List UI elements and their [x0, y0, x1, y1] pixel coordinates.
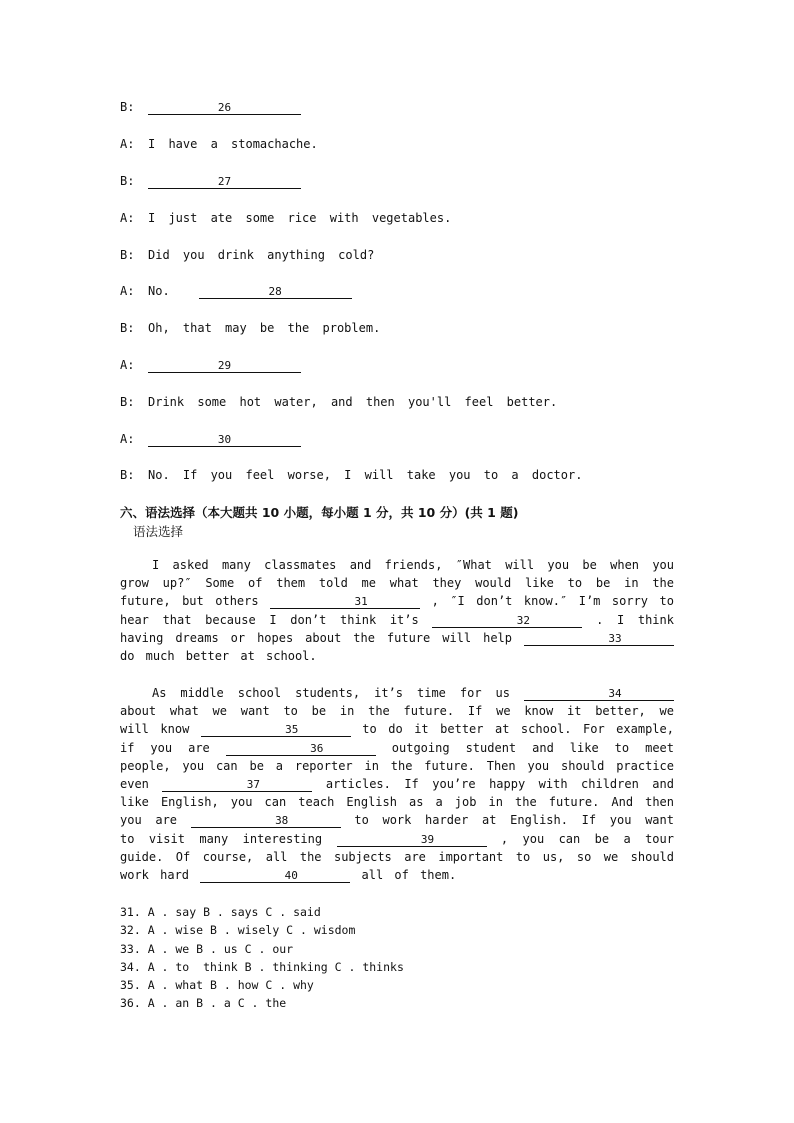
dialogue-text: I have a stomachache. [148, 137, 318, 151]
answer-blank[interactable]: 28 [199, 286, 352, 299]
answer-blank[interactable]: 33 [524, 633, 674, 646]
dialogue-line [120, 174, 301, 189]
dialogue-line [120, 432, 301, 447]
dialogue-line [120, 395, 557, 409]
answer-blank[interactable]: 32 [432, 615, 582, 628]
answer-blank[interactable]: 29 [148, 360, 301, 373]
answer-blank[interactable]: 30 [148, 434, 301, 447]
option-line: 36. A . an B . a C . the [120, 996, 287, 1010]
passage-text: articles. If you’re happy with children and like English, you can teach English as a job in the future. And then you are [120, 777, 674, 828]
dialogue-line [120, 137, 318, 151]
dialogue-text: No. [148, 284, 170, 298]
passage-text: As middle school students, it’s time for us [152, 686, 510, 700]
speaker-label: A: [120, 211, 135, 225]
passage-paragraph [120, 684, 674, 884]
passage-text: about what we want to be in the future. If we know it better, we will know [120, 704, 674, 737]
dialogue-text: Did you drink anything cold? [148, 248, 375, 262]
dialogue-line [120, 321, 380, 335]
answer-blank[interactable]: 27 [148, 176, 301, 189]
dialogue-line [120, 248, 374, 262]
answer-blank[interactable]: 38 [191, 815, 341, 828]
answer-blank[interactable]: 40 [200, 870, 350, 883]
dialogue-text: I just ate some rice with vegetables. [148, 211, 452, 225]
dialogue-line [120, 284, 352, 299]
answer-blank[interactable]: 34 [524, 688, 674, 701]
passage-text: , ″I don’t know.″ I’m sorry to hear that because I don’t think it’s [120, 594, 674, 627]
passage-text: do much better at school. [120, 649, 317, 664]
passage-text: , you can be a tour guide. Of course, all the subjects are important to us, so we should work hard [120, 831, 674, 883]
answer-blank[interactable]: 36 [226, 743, 376, 756]
speaker-label: A: [120, 358, 135, 372]
option-line: 34. A . to think B . thinking C . thinks [120, 960, 404, 974]
passage-text: outgoing student and like to meet people, you can be a reporter in the future. Then you should practice even [120, 740, 675, 792]
dialogue-line [120, 468, 582, 482]
dialogue-line [120, 358, 301, 373]
speaker-label: A: [120, 284, 135, 298]
speaker-label: B: [120, 395, 135, 409]
dialogue-text: Oh, that may be the problem. [148, 321, 381, 335]
passage-text: all of them. [361, 868, 457, 883]
answer-blank[interactable]: 39 [337, 834, 487, 847]
answer-blank[interactable]: 37 [162, 779, 312, 792]
dialogue-text: No. If you feel worse, I will take you to a doctor. [148, 468, 583, 482]
speaker-label: B: [120, 248, 135, 262]
section-title: 六、语法选择（本大题共 10 小题，每小题 1 分，共 10 分）(共 1 题) [120, 505, 519, 520]
speaker-label: B: [120, 468, 135, 482]
option-line: 31. A . say B . says C . said [120, 905, 321, 919]
passage-text: to work harder at English. If you want to visit many interesting [120, 813, 674, 846]
dialogue-line [120, 100, 301, 115]
dialogue-line [120, 211, 451, 225]
passage-paragraph [120, 556, 674, 665]
answer-blank[interactable]: 35 [201, 724, 351, 737]
passage-text: I asked many classmates and friends, ″What will you be when you grow up?″ Some of them told me what they would like to be in the future, but others [120, 558, 674, 609]
section-subtitle: 语法选择 [133, 524, 184, 539]
speaker-label: B: [120, 100, 135, 114]
speaker-label: A: [120, 432, 135, 446]
speaker-label: A: [120, 137, 135, 151]
option-line: 32. A . wise B . wisely C . wisdom [120, 923, 356, 937]
speaker-label: B: [120, 321, 135, 335]
answer-blank[interactable]: 31 [270, 596, 420, 609]
answer-blank[interactable]: 26 [148, 102, 301, 115]
option-line: 33. A . we B . us C . our [120, 942, 294, 956]
passage-text: . I think having dreams or hopes about the future will help [120, 612, 674, 645]
speaker-label: B: [120, 174, 135, 188]
passage-text: to do it better at school. For example, if you are [120, 722, 674, 755]
option-line: 35. A . what B . how C . why [120, 978, 314, 992]
dialogue-text: Drink some hot water, and then you'll feel better. [148, 395, 558, 409]
